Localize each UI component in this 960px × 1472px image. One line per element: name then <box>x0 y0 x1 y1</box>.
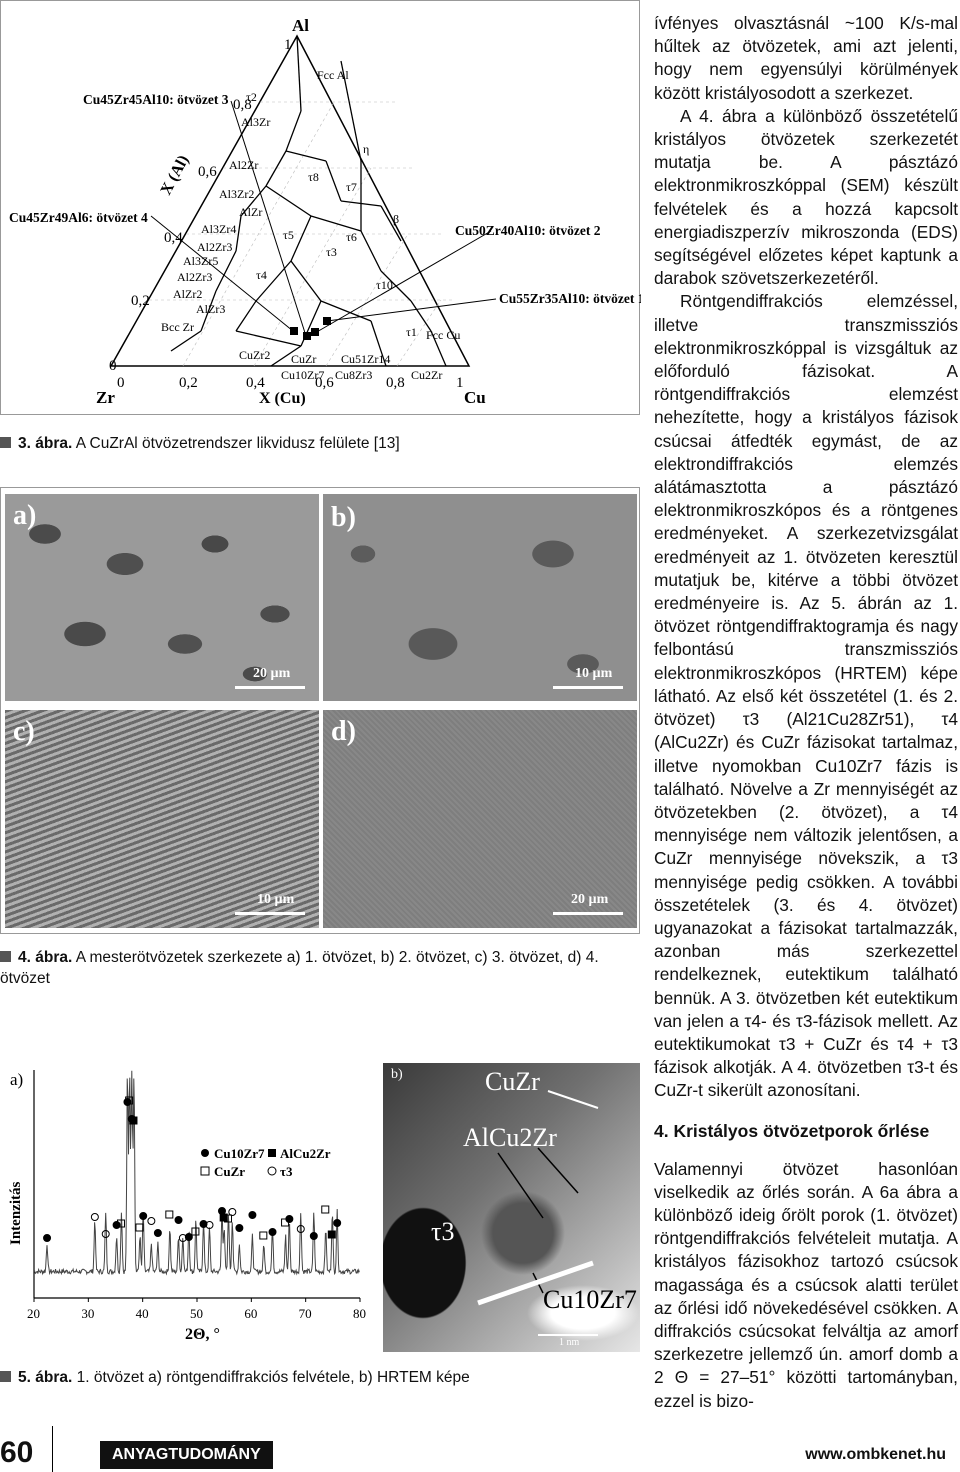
axis-label-al: X (Al) <box>157 152 193 198</box>
panel-label-b: b) <box>331 502 356 533</box>
left-tick: 0,6 <box>198 164 217 180</box>
x-tick-label: 40 <box>135 1306 149 1321</box>
phase-label: CuZr2 <box>239 348 271 362</box>
phase-label: τ1 <box>406 325 417 339</box>
sem-panel-c <box>5 710 319 928</box>
phase-label: Al3Zr2 <box>219 187 255 201</box>
peak-marker-cu10zr7 <box>269 1229 276 1236</box>
caption-bullet-icon <box>0 1371 11 1382</box>
bottom-tick: 0,6 <box>315 375 334 391</box>
peak-marker-cu10zr7 <box>249 1212 256 1219</box>
peak-marker-alcu2zr <box>130 1117 137 1124</box>
xrd-legend <box>201 1146 331 1179</box>
phase-label: Cu8Zr3 <box>335 368 373 382</box>
peak-marker-cu10zr7 <box>154 1230 161 1237</box>
phase-label: τ4 <box>256 268 267 282</box>
phase-label: Al2Zr <box>229 158 259 172</box>
bottom-tick: 1 <box>456 375 464 391</box>
peak-marker-τ3 <box>91 1214 98 1221</box>
phase-label: Cu10Zr7 <box>281 368 325 382</box>
phase-label: AlZr <box>239 205 263 219</box>
paragraph: Röntgendiffrakciós elemzéssel, illetve transzmissziós elektronmikroszkóppal is vizsgáltuk az előforduló fázisokat. A röntgendiffrakciós elemzést nehezítette, hogy a kristályos fázisok csúcsai átfedték egymást, de az elektrondiffrakciós elemzés alátámasztotta a pásztázó elektronmikroszkópos és a röntgenes eredményeket. A szerkezetvizsgálat eredményeit az 1. ötvözeten keresztül mutatjuk be, kitérve a többi ötvözet eredményeire is. Az 5. ábrán az 1. ötvözet röntgendiffraktogramja és nagy felbontású transzmissziós elektronmikroszkópos (HRTEM) képe látható. Az első két összetétel (1. és 2. ötvözet) τ3 (Al21Cu28Zr51), τ4 (AlCu2Zr) és CuZr fázisokat tartalmaz, illetve nyomokban Cu10Zr7 fázis is található. Növelve a Zr mennyiségét az ötvözetekben (2. ötvözet), a τ4 mennyisége nem változik jelentősen, a CuZr mennyisége növekszik, a τ3 mennyisége pedig csökken. A további összetételek (3. és 4. ötvözet) ugyanazokat a fázisokat tartalmazzák, azonban más szerkezettel rendelkeznek, eutektikum található bennük. A 3. ötvözetben két eutektikum van jelen a τ4- és τ3-fázisok mellett. Az eutektikumokat τ3 + CuZr és τ4 + τ3 fázisok alkotják. A 4. ötvözetben τ3-t és CuZr-t sikerült azonosítani. <box>654 291 958 1101</box>
phase-label: τ6 <box>346 230 357 244</box>
left-tick: 0,2 <box>131 293 150 309</box>
alloy-label-4: Cu45Zr49Al6: ötvözet 4 <box>9 210 148 225</box>
alloy-label-1: Cu55Zr35Al10: ötvözet 1 <box>499 291 641 306</box>
legend-label: AlCu2Zr <box>280 1146 331 1161</box>
hrtem-label-alcu2zr: AlCu2Zr <box>463 1123 557 1152</box>
sem-panel-d <box>323 710 637 928</box>
phase-label: Fcc Al <box>317 68 349 82</box>
legend-label: CuZr <box>214 1164 246 1179</box>
hrtem-label-cu10zr7: Cu10Zr7 <box>543 1285 637 1314</box>
journal-url[interactable]: www.ombkenet.hu <box>805 1446 946 1463</box>
section-heading: 4. Kristályos ötvözetporok őrlése <box>654 1120 930 1141</box>
xrd-ylabel: Intenzitás <box>8 1181 24 1245</box>
journal-name: ANYAGTUDOMÁNY <box>100 1441 273 1469</box>
xrd-xlabel: 2Θ, ° <box>185 1326 220 1343</box>
peak-marker-τ3 <box>229 1209 236 1216</box>
page-number: 60 <box>0 1436 34 1469</box>
caption-label: 3. ábra. <box>18 435 73 452</box>
peak-marker-cu10zr7 <box>310 1233 317 1240</box>
scale-label-c: 10 µm <box>257 892 295 907</box>
phase-label: τ10 <box>376 278 393 292</box>
scale-label-a: 20 µm <box>253 666 291 681</box>
bottom-tick: 0,4 <box>246 375 265 391</box>
left-tick: 0,4 <box>164 230 183 246</box>
hrtem-label-cuzr: CuZr <box>485 1067 540 1096</box>
phase-label: Al3Zr <box>241 115 271 129</box>
legend-label: τ3 <box>280 1164 293 1179</box>
phase-label: Bcc Zr <box>161 320 194 334</box>
peak-marker-τ3 <box>148 1218 155 1225</box>
panel-label-d: d) <box>331 716 356 747</box>
phase-label: τ5 <box>283 228 294 242</box>
caption-text: 1. ötvözet a) röntgendiffrakciós felvétele, b) HRTEM képe <box>72 1369 470 1386</box>
hrtem-panel-label: b) <box>391 1067 403 1082</box>
axis-label-cu: X (Cu) <box>259 390 306 407</box>
hrtem-label-tau3: τ3 <box>431 1217 455 1246</box>
bottom-tick: 0,8 <box>386 375 405 391</box>
peak-marker-cuzr <box>260 1232 267 1239</box>
peak-marker-cu10zr7 <box>175 1217 182 1224</box>
caption-bullet-icon <box>0 437 11 448</box>
peak-marker-cu10zr7 <box>44 1235 51 1242</box>
x-tick-label: 30 <box>81 1306 95 1321</box>
phase-label: η <box>363 142 370 156</box>
corner-label-zr: Zr <box>96 388 115 407</box>
peak-marker-cu10zr7 <box>218 1208 225 1215</box>
phase-label: CuZr <box>291 352 317 366</box>
xrd-trace <box>34 1071 359 1274</box>
phase-label: Al2Zr3 <box>197 240 233 254</box>
caption-bullet-icon <box>0 951 11 962</box>
figure-5-caption <box>0 1367 640 1388</box>
figure-5b <box>383 1063 640 1352</box>
panel-label-a: a) <box>13 500 37 531</box>
paragraph: ívfényes olvasztásnál ~100 K/s-mal hűltek az ötvözetek, ami azt jelenti, hogy nem egyensúlyi körülmények között kristályosodott a szerkezet. <box>654 13 958 103</box>
sem-panel-a <box>5 494 319 701</box>
bottom-tick: 0,2 <box>179 375 198 391</box>
left-tick: 0,8 <box>233 97 252 113</box>
figure-3 <box>0 0 640 415</box>
corner-label-cu: Cu <box>464 388 486 407</box>
paragraph: Valamennyi ötvözet hasonlóan viselkedik az őrlés során. A 6a ábra a különböző ideig őrölt porok (1. ötvözet) röntgendiffrakciós felvételeit mutatja. A kristályos fázisokhoz tartozó csúcsok magassága és a csúcsok alatti terület az őrlési idő növekedésével csökken. A diffrakciós csúcsokat felváltja az amorf szerkezetre jellemző ún. amorf domb a 2 Θ = 27–51° közötti tartományban, ezzel is bizo- <box>654 1158 958 1411</box>
phase-label: Fcc Cu <box>426 328 461 342</box>
scale-label-b: 10 µm <box>575 666 613 681</box>
figure-4-caption <box>0 947 640 989</box>
right-column <box>654 12 958 1413</box>
phase-label: τ7 <box>346 180 357 194</box>
x-tick-label: 50 <box>190 1306 203 1321</box>
alloy-label-2: Cu50Zr40Al10: ötvözet 2 <box>455 223 601 238</box>
phase-label: τ2 <box>246 90 257 104</box>
caption-label: 5. ábra. <box>18 1369 73 1386</box>
paragraph: A 4. ábra a különböző összetételű kristályos ötvözetek szerkezetét mutatja be. A pásztázó elektronmikroszkóppal (SEM) készült felvételek és a hozzá kapcsolt energiadiszperzív mikroszonda (EDS) segítségével előzetes képet kaptunk a darabok szövetszerkezetéről. <box>654 105 958 289</box>
figure-4 <box>0 487 640 934</box>
bottom-tick: 0 <box>117 375 125 391</box>
phase-label: Al3Zr4 <box>201 222 237 236</box>
peak-marker-cu10zr7 <box>140 1213 147 1220</box>
figure-3-caption <box>0 433 640 454</box>
phase-label: AlZr2 <box>173 287 203 301</box>
phase-label: Cu2Zr <box>411 368 443 382</box>
alloy-label-3: Cu45Zr45Al10: ötvözet 3 <box>83 92 229 107</box>
corner-label-al: Al <box>292 16 309 35</box>
figure-5a <box>0 1030 380 1350</box>
legend-label: Cu10Zr7 <box>214 1146 265 1161</box>
peak-marker-alcu2zr <box>328 1231 335 1238</box>
phase-label: τ3 <box>326 245 337 259</box>
peak-marker-cuzr <box>166 1211 173 1218</box>
sem-panel-b <box>323 494 637 701</box>
x-tick-label: 80 <box>353 1306 366 1321</box>
caption-text: A CuZrAl ötvözetrendszer likvidusz felülete [13] <box>72 435 400 452</box>
x-tick-label: 20 <box>27 1306 40 1321</box>
peak-marker-cuzr <box>322 1206 329 1213</box>
phase-label: Al2Zr3 <box>177 270 213 284</box>
caption-label: 4. ábra. <box>18 949 73 966</box>
peak-marker-cu10zr7 <box>334 1220 341 1227</box>
left-tick: 1 <box>284 37 292 53</box>
phase-label: β <box>393 212 400 226</box>
xrd-chart <box>0 1030 380 1350</box>
xrd-panel-label: a) <box>10 1070 24 1089</box>
peak-marker-τ3 <box>102 1231 109 1238</box>
scale-label-d: 20 µm <box>571 892 609 907</box>
ternary-diagram <box>1 1 641 416</box>
x-tick-label: 60 <box>244 1306 258 1321</box>
phase-label: τ8 <box>308 170 319 184</box>
peak-marker-cu10zr7 <box>236 1225 243 1232</box>
caption-text: A mesterötvözetek szerkezete a) 1. ötvözet, b) 2. ötvözet, c) 3. ötvözet, d) 4. ötvözet <box>0 949 599 987</box>
peak-marker-cuzr <box>136 1224 143 1231</box>
hrtem-scale-label: 1 nm <box>559 1337 580 1348</box>
x-tick-label: 70 <box>298 1306 312 1321</box>
phase-label: Al3Zr5 <box>183 254 219 268</box>
left-tick: 0 <box>109 358 117 374</box>
panel-label-c: c) <box>13 716 35 747</box>
phase-label: Cu51Zr14 <box>341 352 391 366</box>
phase-label: AlZr3 <box>196 302 226 316</box>
